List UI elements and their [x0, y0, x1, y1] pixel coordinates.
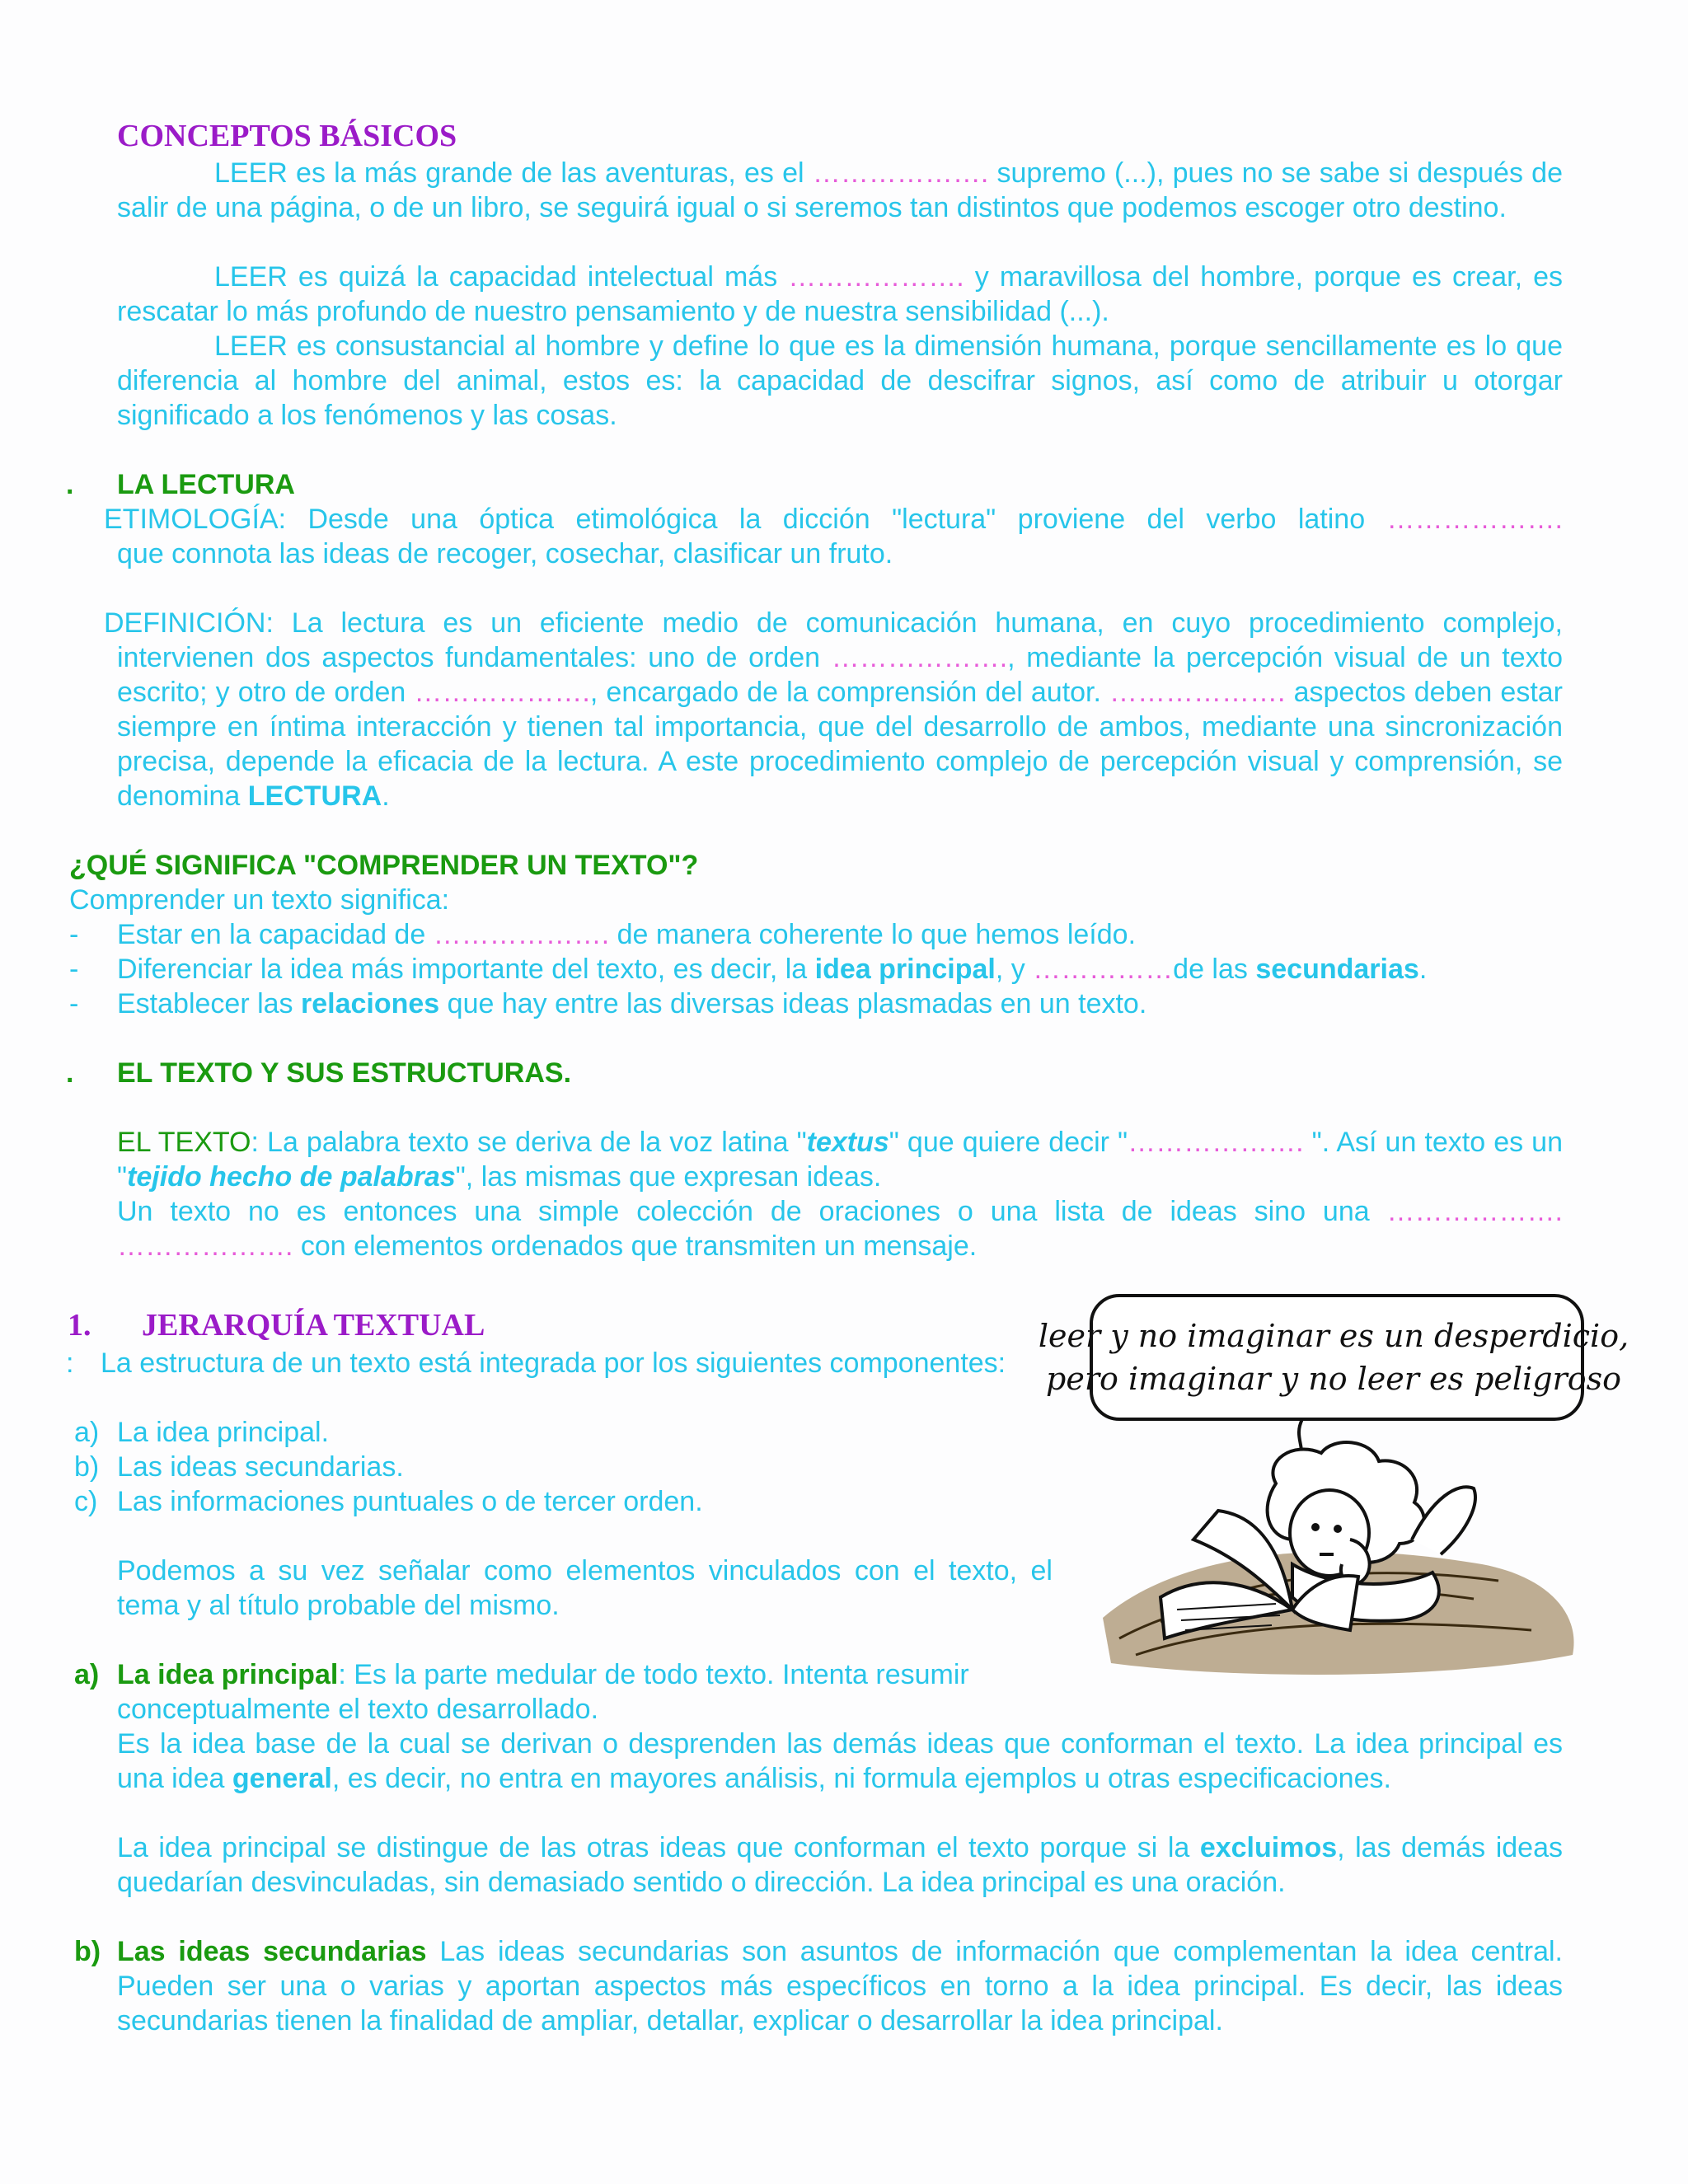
- jerarquia-item-a: La idea principal.: [117, 1417, 330, 1448]
- blank-dots: ……………….: [1386, 504, 1563, 535]
- dash-bullet: -: [69, 988, 79, 1019]
- lectura-bold: LECTURA: [247, 780, 382, 812]
- blank-dots: ……………….: [414, 677, 590, 708]
- texto-label: EL TEXTO: [117, 1127, 251, 1158]
- idea-principal-label: La idea principal: [117, 1659, 339, 1690]
- etimologia-continuation: que connota las ideas de recoger, cosechar, clasificar un fruto.: [117, 538, 893, 569]
- paragraph-leer-2: LEER es quizá la capacidad intelectual más ………………. y maravillosa del hombre, porque es crear, es rescatar lo más profundo de nuestro pensamiento y de nuestra sensibilidad (...).: [117, 261, 1563, 327]
- idea-principal-intro: La idea principal: Es la parte medular de todo texto. Intenta resumir conceptualmente el texto desarrollado.: [117, 1659, 969, 1725]
- texto-paragraph-2: Un texto no es entonces una simple colección de oraciones o una lista de ideas sino una ………………. ………………. con elementos ordenados que transmiten un mensaje.: [117, 1196, 1563, 1262]
- blank-dots: ……………….: [788, 261, 964, 293]
- blank-dots: ……………….: [812, 157, 989, 189]
- speech-bubble: [1091, 1296, 1582, 1419]
- idea-principal-p3: La idea principal se distingue de las otras ideas que conforman el texto porque si la excluimos, las demás ideas quedarían desvinculadas, sin demasiado sentido o dirección. La idea principal es una oración.: [117, 1832, 1563, 1898]
- comprender-item-3: Establecer las relaciones que hay entre las diversas ideas plasmadas en un texto.: [117, 988, 1147, 1019]
- section-title-conceptos: CONCEPTOS BÁSICOS: [117, 119, 457, 153]
- list-marker: a): [74, 1659, 100, 1690]
- comprender-intro: Comprender un texto significa:: [69, 884, 450, 916]
- speech-text-line-2: pero imaginar y no leer es peligroso: [1046, 1361, 1621, 1397]
- comprender-item-1: Estar en la capacidad de ………………. de manera coherente lo que hemos leído.: [117, 919, 1137, 950]
- ideas-secundarias-label: Las ideas secundarias: [117, 1936, 427, 1967]
- list-marker: b): [74, 1936, 101, 1967]
- eye-icon: [1334, 1525, 1342, 1533]
- leg: [1412, 1487, 1475, 1554]
- comprender-item-2: Diferenciar la idea más importante del texto, es decir, la idea principal, y ……………de las secundarias.: [117, 954, 1428, 985]
- list-marker: c): [74, 1486, 98, 1517]
- idea-principal-p2: Es la idea base de la cual se derivan o desprenden las demás ideas que conforman el texto. La idea principal es una idea general, es decir, no entra en mayores análisis, ni formula ejemplos u otras especificaciones.: [117, 1728, 1563, 1794]
- list-marker: b): [74, 1451, 100, 1483]
- texto-paragraph-1: EL TEXTO: La palabra texto se deriva de la voz latina "textus" que quiere decir "………………. ". Así un texto es un "tejido hecho de palabras", las mismas que expresan ideas.: [117, 1127, 1563, 1193]
- paragraph-leer-3: LEER es consustancial al hombre y define lo que es la dimensión humana, porque sencillamente es lo que diferencia al hombre del animal, estos es: la capacidad de descifrar signos, así como de atribuir u otorgar significado a los fenómenos y las cosas.: [117, 330, 1563, 431]
- blank-dots: ……………….: [1109, 677, 1286, 708]
- blank-dots: ……………….: [433, 919, 610, 950]
- jerarquia-note: Podemos a su vez señalar como elementos vinculados con el texto, el tema y al título probable del mismo.: [117, 1555, 1053, 1621]
- blank-dots: ……………….: [1386, 1196, 1563, 1227]
- definicion-body: intervienen dos aspectos fundamentales: uno de orden ………………., mediante la percepción visual de un texto escrito; y otro de orden ………………., encargado de la comprensión del autor. ………………. aspectos deben estar siempre en íntima interacción y tienen tal importancia, que del desarrollo de ambos, mediante una sincronización precisa, depende la eficacia de la lectura. A este procedimiento complejo de percepción visual y comprensión, se denomina LECTURA.: [117, 642, 1563, 812]
- speech-text-line-1: leer y no imaginar es un desperdicio,: [1038, 1318, 1629, 1354]
- bullet-dot: .: [66, 1057, 74, 1089]
- ideas-secundarias-paragraph: Las ideas secundarias Las ideas secundarias son asuntos de información que complementan la idea central. Pueden ser una o varias y aportan aspectos más específicos en torno a la idea principal. Es decir, las ideas secundarias tienen la finalidad de ampliar, detallar, explicar o desarrollar la idea principal.: [117, 1936, 1563, 2036]
- section-number: 1.: [68, 1308, 91, 1343]
- eye-icon: [1311, 1523, 1320, 1531]
- list-marker: a): [74, 1417, 100, 1448]
- section-title-lectura: LA LECTURA: [117, 469, 295, 500]
- etimologia-line: ETIMOLOGÍA: Desde una óptica etimológica la dicción "lectura" proviene del verbo latino ……………….: [104, 504, 1563, 535]
- blank-dots: ……………….: [831, 642, 1008, 673]
- jerarquia-intro: La estructura de un texto está integrada por los siguientes componentes:: [101, 1347, 1006, 1379]
- reading-cartoon-illustration: [1038, 1292, 1629, 1680]
- definicion-line: DEFINICIÓN: La lectura es un eficiente medio de comunicación humana, en cuyo procedimiento complejo,: [104, 607, 1563, 639]
- bullet-dot: .: [66, 469, 74, 500]
- section-title-jerarquia: JERARQUÍA TEXTUAL: [142, 1308, 485, 1343]
- section-title-texto: EL TEXTO Y SUS ESTRUCTURAS.: [117, 1057, 572, 1089]
- blank-dots: ……………….: [1128, 1127, 1304, 1158]
- dash-bullet: -: [69, 954, 79, 985]
- colon-mark: :: [66, 1347, 74, 1379]
- dash-bullet: -: [69, 919, 79, 950]
- paragraph-leer-1: LEER es la más grande de las aventuras, es el ………………. supremo (...), pues no se sabe si después de salir de una página, o de un libro, se seguirá igual o si seremos tan distintos que podemos escoger otro destino.: [117, 157, 1563, 223]
- blank-dots: ……………….: [117, 1230, 293, 1262]
- jerarquia-item-c: Las informaciones puntuales o de tercer orden.: [117, 1486, 703, 1517]
- section-title-comprender: ¿QUÉ SIGNIFICA "COMPRENDER UN TEXTO"?: [69, 850, 699, 881]
- blank-dots: ……………: [1033, 954, 1174, 985]
- jerarquia-item-b: Las ideas secundarias.: [117, 1451, 404, 1483]
